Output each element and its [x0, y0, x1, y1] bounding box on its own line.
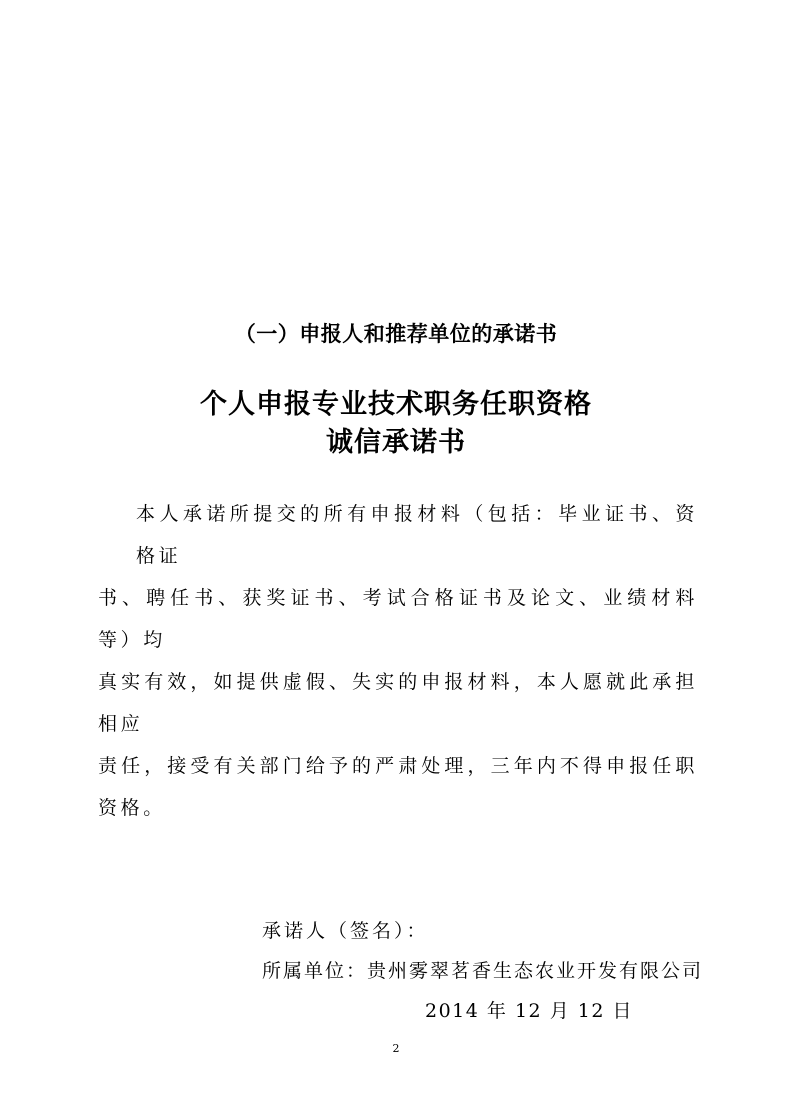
date-year: 2014	[425, 1000, 480, 1022]
commitment-body	[98, 493, 698, 829]
unit-label: 所属单位：	[262, 960, 368, 982]
date-line	[425, 996, 633, 1023]
body-line: 本人承诺所提交的所有申报材料（包括：毕业证书、资格证	[136, 503, 698, 567]
body-line: 责任，接受有关部门给予的严肃处理，三年内不得申报任职资格。	[98, 755, 698, 819]
date-month: 12	[514, 1000, 543, 1022]
title-line-2: 诚信承诺书	[326, 427, 466, 458]
title-line-1: 个人申报专业技术职务任职资格	[200, 389, 592, 420]
body-line: 真实有效，如提供虚假、失实的申报材料，本人愿就此承担相应	[98, 671, 698, 735]
signature-label: 承诺人（签名）：	[262, 920, 429, 942]
page-number: 2	[392, 1042, 400, 1055]
date-day: 12	[577, 1000, 605, 1022]
body-line: 书、聘任书、获奖证书、考试合格证书及论文、业绩材料等）均	[98, 587, 698, 651]
date-year-char: 年	[486, 1000, 508, 1022]
date-month-char: 月	[549, 1000, 571, 1022]
date-day-char: 日	[612, 1000, 634, 1022]
unit-line	[262, 956, 703, 983]
unit-name: 贵州雾翠茗香生态农业开发有限公司	[367, 960, 704, 982]
section-heading: （一）申报人和推荐单位的承诺书	[234, 321, 558, 346]
